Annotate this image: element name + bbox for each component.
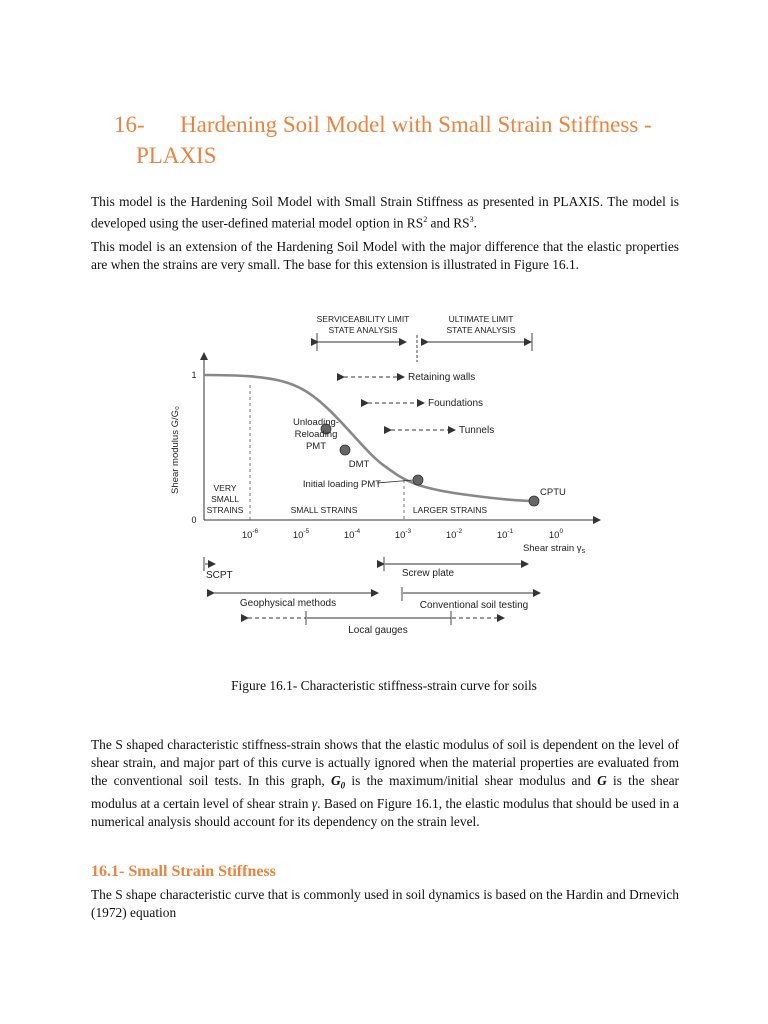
y-axis-label: Shear modulus G/G₀ [170, 406, 181, 494]
cptu-label: CPTU [540, 487, 566, 498]
dmt-label: DMT [348, 459, 370, 470]
very-small-label-line3: STRAINS [206, 505, 244, 515]
initial-loading-label: Initial loading PMT [302, 479, 382, 490]
small-strains-label: SMALL STRAINS [290, 505, 358, 515]
x-tick-label: $10^0$ [548, 528, 564, 541]
y-tick-0: 0 [191, 515, 197, 525]
very-small-label-line2: SMALL [211, 494, 239, 504]
section-heading [114, 109, 714, 171]
foundations-label: Foundations [428, 398, 484, 409]
g0-symbol: $G_0$ [331, 773, 346, 791]
intro-paragraph-2: This model is an extension of the Hardening Soil Model with the major difference that the elastic properties are when the strains are very small. The base for this extension is illustrated in Figure 16.1. [91, 239, 679, 272]
zone-separators [250, 385, 404, 520]
tunnels-label: Tunnels [459, 425, 495, 436]
cptu-point [529, 496, 539, 506]
figure-caption: Figure 16.1- Characteristic stiffness-strain curve for soils [231, 678, 537, 693]
serviceability-label-line1: SERVICEABILITY LIMIT [316, 314, 410, 324]
unloading-label-line2: Reloading [294, 429, 338, 440]
body-text-c: is the shear modulus at a certain level of shear strain [91, 773, 679, 811]
local-gauges-label: Local gauges [348, 625, 408, 636]
x-tick-label: $10^{-1}$ [496, 528, 514, 541]
screw-plate-label: Screw plate [401, 568, 455, 579]
gamma-symbol: γ [311, 795, 318, 811]
scpt-label: SCPT [206, 570, 233, 581]
body-paragraph [91, 736, 679, 831]
larger-strains-label: LARGER STRAINS [412, 505, 488, 515]
x-axis-label: Shear strain $\gamma_s$ [522, 543, 586, 555]
geophysical-methods-label: Geophysical methods [239, 598, 337, 609]
x-tick-label: $10^{-6}$ [241, 528, 259, 541]
very-small-label-line1: VERY [213, 483, 237, 493]
initial-loading-pmt-point [413, 475, 423, 485]
body-text-d: . Based on Figure 16.1, the elastic modulus that should be used in a numerical analysis should account for its dependency on the strain level. [91, 795, 680, 829]
subsection-heading: 16.1- Small Strain Stiffness [91, 863, 276, 880]
rs3-superscript: 3 [469, 215, 474, 224]
intro-paragraph-1 [91, 193, 679, 232]
serviceability-label-line2: STATE ANALYSIS [328, 325, 398, 335]
dmt-point [340, 445, 350, 455]
intro-p1-text-c: . [473, 215, 477, 231]
y-tick-1: 1 [191, 370, 197, 380]
test-method-arrows [204, 557, 540, 625]
intro-p1-text-b: and RS [427, 215, 470, 231]
unloading-label-line1: Unloading- [293, 417, 339, 428]
x-tick-labels [242, 528, 564, 541]
heading-title-line2: PLAXIS [136, 143, 217, 168]
unloading-label-line3: PMT [305, 441, 327, 452]
rs2-superscript: 2 [423, 215, 428, 224]
ultimate-label-line1: ULTIMATE LIMIT [448, 314, 514, 324]
subsection-paragraph: The S shape characteristic curve that is commonly used in soil dynamics is based on the Hardin and Drnevich (1972) equation [91, 887, 679, 920]
g-symbol: G [597, 773, 607, 788]
intro-p1-text-a: This model is the Hardening Soil Model with Small Strain Stiffness as presented in PLAXIS. The model is developed using the user-defined material model option in RS [91, 194, 679, 231]
retaining-walls-label: Retaining walls [408, 372, 476, 383]
limit-state-arrows [317, 333, 532, 362]
body-text-b: is the maximum/initial shear modulus and [345, 773, 598, 788]
heading-number: 16- [114, 112, 145, 137]
conventional-testing-label: Conventional soil testing [419, 600, 529, 611]
heading-title-line1: Hardening Soil Model with Small Strain Stiffness - [180, 112, 652, 137]
x-tick-label: $10^{-3}$ [394, 528, 412, 541]
body-text-a: The S shaped characteristic stiffness-strain shows that the elastic modulus of soil is dependent on the level of shear strain, and major part of this curve is actually ignored when the material properties are evaluated from the conventional soil tests. In this graph, [91, 737, 679, 788]
x-tick-label: $10^{-5}$ [292, 528, 310, 541]
ultimate-label-line2: STATE ANALYSIS [446, 325, 516, 335]
stiffness-strain-figure [168, 305, 610, 645]
x-tick-label: $10^{-2}$ [445, 528, 463, 541]
x-tick-label: $10^{-4}$ [343, 528, 361, 541]
